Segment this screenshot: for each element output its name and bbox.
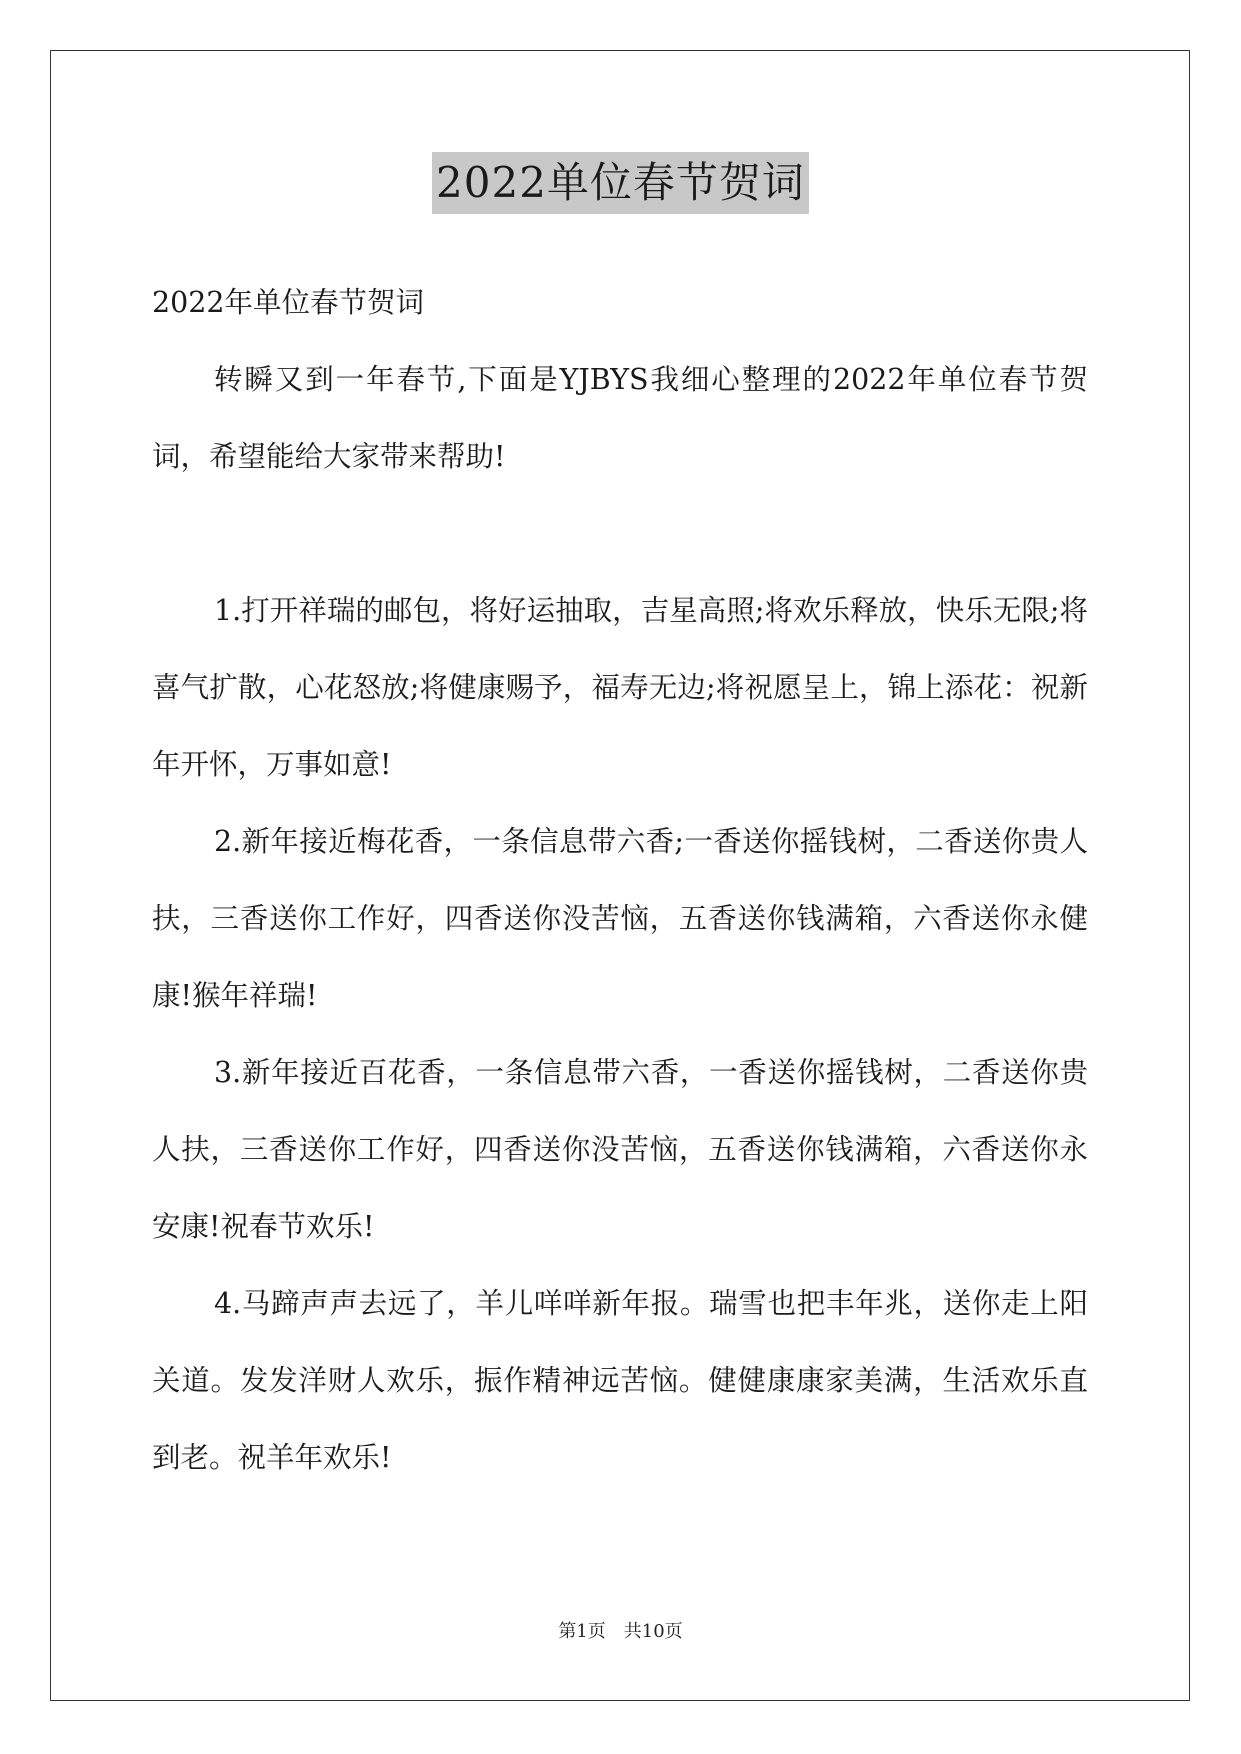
greeting-paragraph-2: 2.新年接近梅花香，一条信息带六香;一香送你摇钱树，二香送你贵人扶，三香送你工作好，四香送你没苦恼，五香送你钱满箱，六香送你永健康!猴年祥瑞! (152, 825, 1088, 1012)
greeting-paragraph-3: 3.新年接近百花香，一条信息带六香，一香送你摇钱树，二香送你贵人扶，三香送你工作好，四香送你没苦恼，五香送你钱满箱，六香送你永安康!祝春节欢乐! (152, 1056, 1088, 1243)
page-footer (0, 1620, 1241, 1644)
paragraph-gap (152, 495, 1088, 572)
greeting-paragraph-1: 1.打开祥瑞的邮包，将好运抽取，吉星高照;将欢乐释放，快乐无限;将喜气扩散，心花怒放;将健康赐予，福寿无边;将祝愿呈上，锦上添花：祝新年开怀，万事如意! (152, 594, 1088, 781)
document-subtitle: 2022年单位春节贺词 (152, 286, 425, 319)
page-total: 共10页 (623, 1621, 683, 1642)
document-body (152, 264, 1088, 1496)
document-title: 2022单位春节贺词 (432, 152, 809, 214)
greeting-paragraph-4: 4.马蹄声声去远了，羊儿咩咩新年报。瑞雪也把丰年兆，送你走上阳关道。发发洋财人欢乐，振作精神远苦恼。健健康康家美满，生活欢乐直到老。祝羊年欢乐! (152, 1287, 1088, 1474)
intro-paragraph: 转瞬又到一年春节,下面是YJBYS我细心整理的2022年单位春节贺词，希望能给大家带来帮助! (152, 363, 1088, 473)
page-number: 第1页 (558, 1621, 606, 1642)
title-wrap (0, 152, 1241, 214)
